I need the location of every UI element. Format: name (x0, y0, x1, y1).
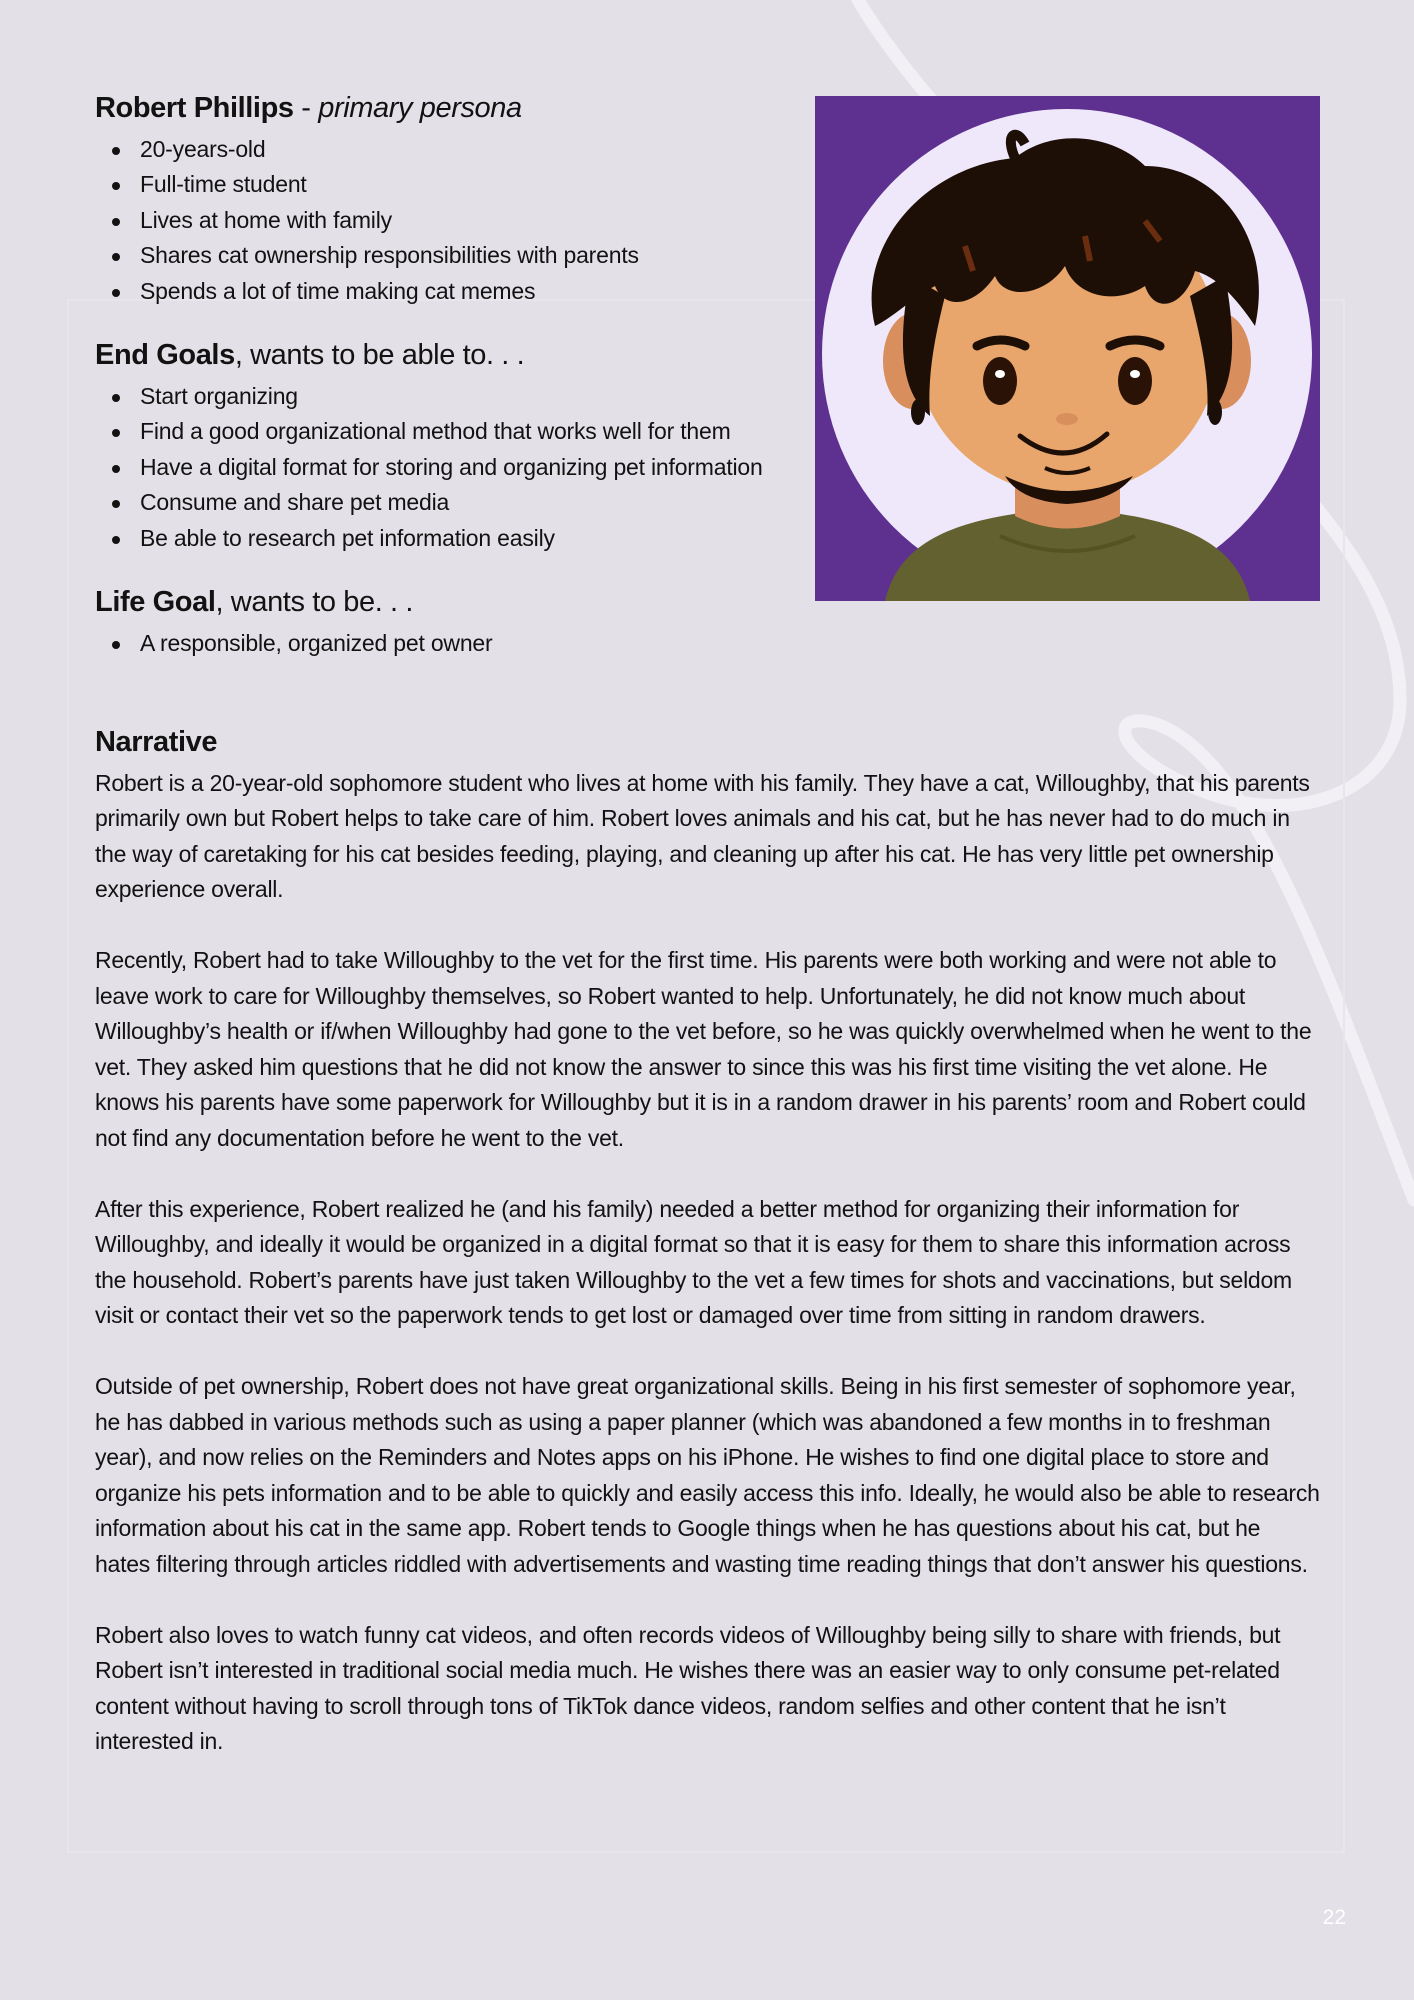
list-item: Find a good organizational method that works well for them (95, 414, 815, 450)
list-item: Start organizing (95, 379, 815, 415)
narrative-paragraph: After this experience, Robert realized he (and his family) needed a better method for organizing their information for Willoughby, and ideally it would be organized in a digital format so that it is easy for them to share this information across the household. Robert’s parents have just taken Willoughby to the vet a few times for shots and vaccinations, but seldom visit or contact their vet so the paperwork tends to get lost or damaged over time from sitting in random drawers. (95, 1195, 1292, 1329)
list-item: Be able to research pet information easily (95, 521, 815, 557)
persona-title (95, 90, 815, 128)
persona-details (95, 90, 815, 690)
life-goal-section (95, 584, 815, 661)
narrative-paragraph: Outside of pet ownership, Robert does not have great organizational skills. Being in his first semester of sophomore year, he has dabbed in various methods such as using a paper planner (which was abandoned a few months in to freshman year), and now relies on the Reminders and Notes apps on his iPhone. He wishes to find one digital place to store and organize his pets information and to be able to quickly and easily access this info. Ideally, he would also be able to research information about his cat in the same app. Robert tends to Google things when he has questions about his cat, but he hates filtering through articles riddled with advertisements and wasting time reading things that don’t answer his questions. (95, 1373, 1320, 1577)
life-goal-list (95, 626, 815, 662)
end-goals-section (95, 337, 815, 556)
narrative-heading (95, 724, 1320, 762)
narrative-paragraph: Recently, Robert had to take Willoughby to the vet for the first time. His parents were both working and were not able to leave work to care for Willoughby themselves, so Robert wanted to help. Unfortunately, he did not know much about Willoughby’s health or if/when Willoughby had gone to the vet before, so he was quickly overwhelmed when he went to the vet. They asked him questions that he did not know the answer to since this was his first time visiting the vet alone. He knows his parents have some paperwork for Willoughby but it is in a random drawer in his parents’ room and Robert could not find any documentation before he went to the vet. (95, 947, 1312, 1151)
life-goal-title: Life Goal (95, 586, 216, 619)
end-goals-subtitle: , wants to be able to. . . (234, 339, 525, 372)
persona-avatar (815, 96, 1320, 601)
narrative-title: Narrative (95, 726, 218, 758)
persona-role: primary persona (318, 92, 522, 124)
persona-page (95, 90, 1320, 740)
narrative-paragraph: Robert also loves to watch funny cat videos, and often records videos of Willoughby being silly to share with friends, but Robert isn’t interested in traditional social media much. He wishes there was an easier way to only consume pet-related content without having to scroll through tons of TikTok dance videos, random selfies and other content that he isn’t interested in. (95, 1621, 1281, 1755)
list-item: Lives at home with family (95, 203, 815, 239)
list-item: Have a digital format for storing and organizing pet information (95, 450, 815, 486)
life-goal-subtitle: , wants to be. . . (215, 586, 413, 619)
list-item: 20-years-old (95, 132, 815, 168)
end-goals-heading (95, 337, 815, 375)
persona-separator: - (293, 92, 319, 124)
list-item: Consume and share pet media (95, 485, 815, 521)
avatar-illustration (815, 96, 1320, 601)
persona-section (95, 90, 815, 309)
narrative-section (95, 724, 1320, 1795)
list-item: Shares cat ownership responsibilities with parents (95, 238, 815, 274)
list-item: Full-time student (95, 167, 815, 203)
list-item: Spends a lot of time making cat memes (95, 274, 815, 310)
end-goals-title: End Goals (95, 339, 235, 372)
list-item: A responsible, organized pet owner (95, 626, 815, 662)
life-goal-heading (95, 584, 815, 622)
narrative-paragraph: Robert is a 20-year-old sophomore student who lives at home with his family. They have a cat, Willoughby, that his parents primarily own but Robert helps to take care of him. Robert loves animals and his cat, but he has never had to do much in the way of caretaking for his cat besides feeding, playing, and cleaning up after his cat. He has very little pet ownership experience overall. (95, 769, 1310, 903)
persona-attributes-list (95, 132, 815, 310)
persona-name: Robert Phillips (95, 92, 294, 124)
end-goals-list (95, 379, 815, 557)
persona-header-row (95, 90, 1320, 740)
page-number: 22 (1322, 1906, 1346, 1929)
